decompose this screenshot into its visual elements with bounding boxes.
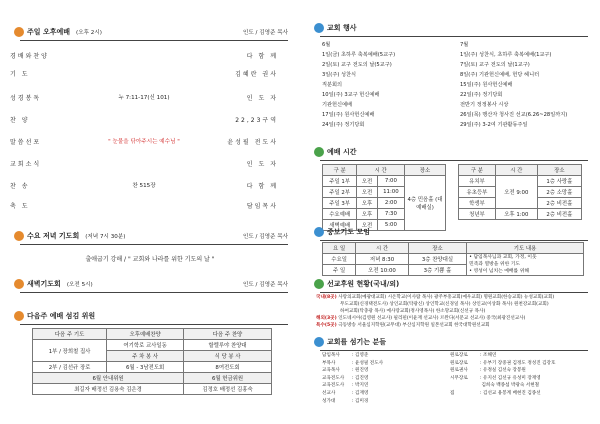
sunday-pm-leader: 인도 / 김영준 목사	[242, 30, 288, 36]
clock-icon	[314, 147, 324, 157]
prayer-icon	[314, 227, 324, 237]
events-title: 교회 행사	[327, 24, 357, 32]
june-label: 6월	[322, 42, 331, 48]
worship-times-header	[314, 146, 592, 158]
people-icon	[314, 337, 324, 347]
dawn-time: (오전 5시)	[66, 282, 93, 288]
order-row: 찬 양 22,23구역	[10, 116, 278, 124]
june-list: 1일(금) 초하루 축복예배(5교구) 2일(토) 교구 전도의 날(5교구) 3일(주) 성찬식 직분회의 10일(주) 3교구 헌신예배 기관헌신예배 17일(주) 원사헌신예배 24일(주) 정기당회	[322, 52, 396, 128]
wed-leader: 인도 / 김영준 목사	[242, 234, 288, 240]
wed-line: 출애굽기 강해 / " 교회와 나라를 위한 기도의 날 "	[85, 256, 215, 263]
worship-times-title: 예배 시간	[327, 148, 357, 156]
dawn-title: 새벽기도회	[27, 280, 61, 288]
divider	[20, 324, 288, 325]
sunday-pm-title: 주일 오후예배	[27, 28, 71, 36]
divider	[320, 350, 588, 351]
divider	[20, 40, 288, 41]
order-row: 교회소식 인 도 자	[10, 160, 278, 168]
sunday-pm-time: (오후 2시)	[76, 30, 102, 36]
divider	[320, 292, 588, 293]
missions-list: 국내(8곳) 사랑의교회(예광대교회) 시온학교(이사람 목사) 광주부흥교회(예우교회) 명원교회(한승교회) 뉴성교회(교회) 무도교회(신경택전도사) 상인교회(탁광신) 상인학교(신경일 목사) 상인교(이상화 목사) 원천강교회(교회) 하여교회(탁충광 목사) 예사랑교회(정사영목사) 한소망교회(신선규 목사) 해외(3곳) 인도네시아(김영원 선교사) 필리핀(이윤재 선교사) 르완다(서문교 선교사) 중국(최광진선교사) 특수(5곳) 극동방송 서울심지학원(교무대) 부산심지학원 일본선교회 한국대학원선교회	[316, 295, 555, 328]
staff-right: 원로장로 : 조해연 원로장로 : 유부기 장중권 김정도 정성진 김강호 원로권사 : 유정실 김선숙 장봉원 시무장로 : 유지선 김선규 유성미 장재영 김희숙 백종섭 박광숙 서현철 집 : 김선교 용봉계 배현진 김종선	[450, 353, 556, 396]
midweek-title: 중보기도 모임	[327, 228, 371, 236]
right-page	[300, 0, 600, 424]
worship-times-table-b: 구 분 시 간 장소 유치부 오전 9:00 1층 사랑홀 유초등부 2층 소망홀 학생부 2층 비전홀 청년부 오후 1:00 2층 비전홀	[458, 164, 582, 220]
divider	[320, 240, 588, 241]
calendar-icon	[314, 23, 324, 33]
next-week-title: 다음주 예배 섬김 위원	[27, 312, 96, 320]
order-row: 찬 송 찬 515장 다 함 께	[10, 182, 278, 190]
book-icon	[14, 27, 24, 37]
order-row: 축 도 담임목사	[10, 202, 278, 210]
order-row: 기 도 김혜란 권사	[10, 70, 278, 78]
dawn-leader: 인도 / 김영준 목사	[242, 282, 288, 288]
divider	[20, 244, 288, 245]
missions-title: 선교후원 현황(국내/외)	[327, 280, 400, 288]
events-header	[314, 22, 592, 34]
dawn-header	[14, 278, 292, 290]
july-list: 1일(주) 성찬식, 초하루 축복예배(1교구) 7일(토) 교구 전도의 날(1교구) 8일(주) 기관헌신예배, 헌당 헤니터 15일(주) 원사헌신예배 22일(주) 정기당회 전반기 정정봉사 시상 26일(목) 맹산자 청사진 선교(6.26~28일까지) 29일(주) 3-2여 기관활동주일	[460, 52, 568, 128]
staff-header	[314, 336, 592, 348]
midweek-header	[314, 226, 592, 238]
sunday-pm-header	[14, 26, 292, 38]
next-week-table: 다음 주 기도 오후예배찬양 다음 주 찬양 1부 / 장희철 집사 여기학로 교사일동 할렐루야 찬양대 주 차 봉 사 식 당 봉 사 2부 / 김선규 장로 6월 - 3남전도회 8여전도회 6월 안내위원 6월 헌금위원 최길자 배정선 김용숙 김은경 김정호 배정선 김홍숙	[32, 328, 272, 395]
globe-icon	[314, 279, 324, 289]
divider	[320, 36, 588, 37]
divider	[320, 160, 588, 161]
divider	[20, 292, 288, 293]
worship-times-table-a: 구 분 시 간 장소 주일 1부 오전 7:00 4층 민음홀 (대예배실) 주일 2부 오전 11:00 주일 3부 오후 2:00 수요예배 오후 7:30 새벽예배 오전 5:00	[322, 164, 446, 231]
prayer-topics: • 담임목사님과 교회, 가정, 이웃 민족과 열방을 위한 기도 • 영성이 넘치는 예배를 위해	[467, 254, 584, 276]
book-icon	[14, 279, 24, 289]
july-label: 7월	[460, 42, 469, 48]
midweek-table: 요 일 시 간 장소 기도 내용 수요일 저녁 8:30 3층 찬양대실 • 담임목사님과 교회, 가정, 이웃 민족과 열방을 위한 기도 • 영성이 넘치는 예배를 위해 주 일 오전 10:00 3층 기쁨 홀	[322, 242, 584, 276]
wed-time: (저녁 7시 30분)	[85, 234, 126, 240]
staff-title: 교회를 섬기는 분들	[327, 338, 386, 346]
wed-header	[14, 230, 292, 242]
wed-title: 수요 저녁 기도회	[27, 232, 80, 240]
book-icon	[14, 311, 24, 321]
order-row: 말씀선포 " 눈물을 닦아주시는 예수님 " 윤성필 전도사	[10, 138, 278, 146]
order-row: 성경봉독 누 7:11-17(신 101) 인 도 자	[10, 94, 278, 102]
missions-header	[314, 278, 592, 290]
staff-left: 담임목사 : 김영준 부목사 : 윤성필 전도사 교육목사 : 원진영 교육전도사 : 김진영 교육전도사 : 박지연 선교사 : 김재영 성가대 : 김미경	[322, 353, 384, 404]
book-icon	[14, 231, 24, 241]
next-week-header	[14, 310, 292, 322]
order-row: 경배와찬양 다 함 께	[10, 52, 278, 60]
